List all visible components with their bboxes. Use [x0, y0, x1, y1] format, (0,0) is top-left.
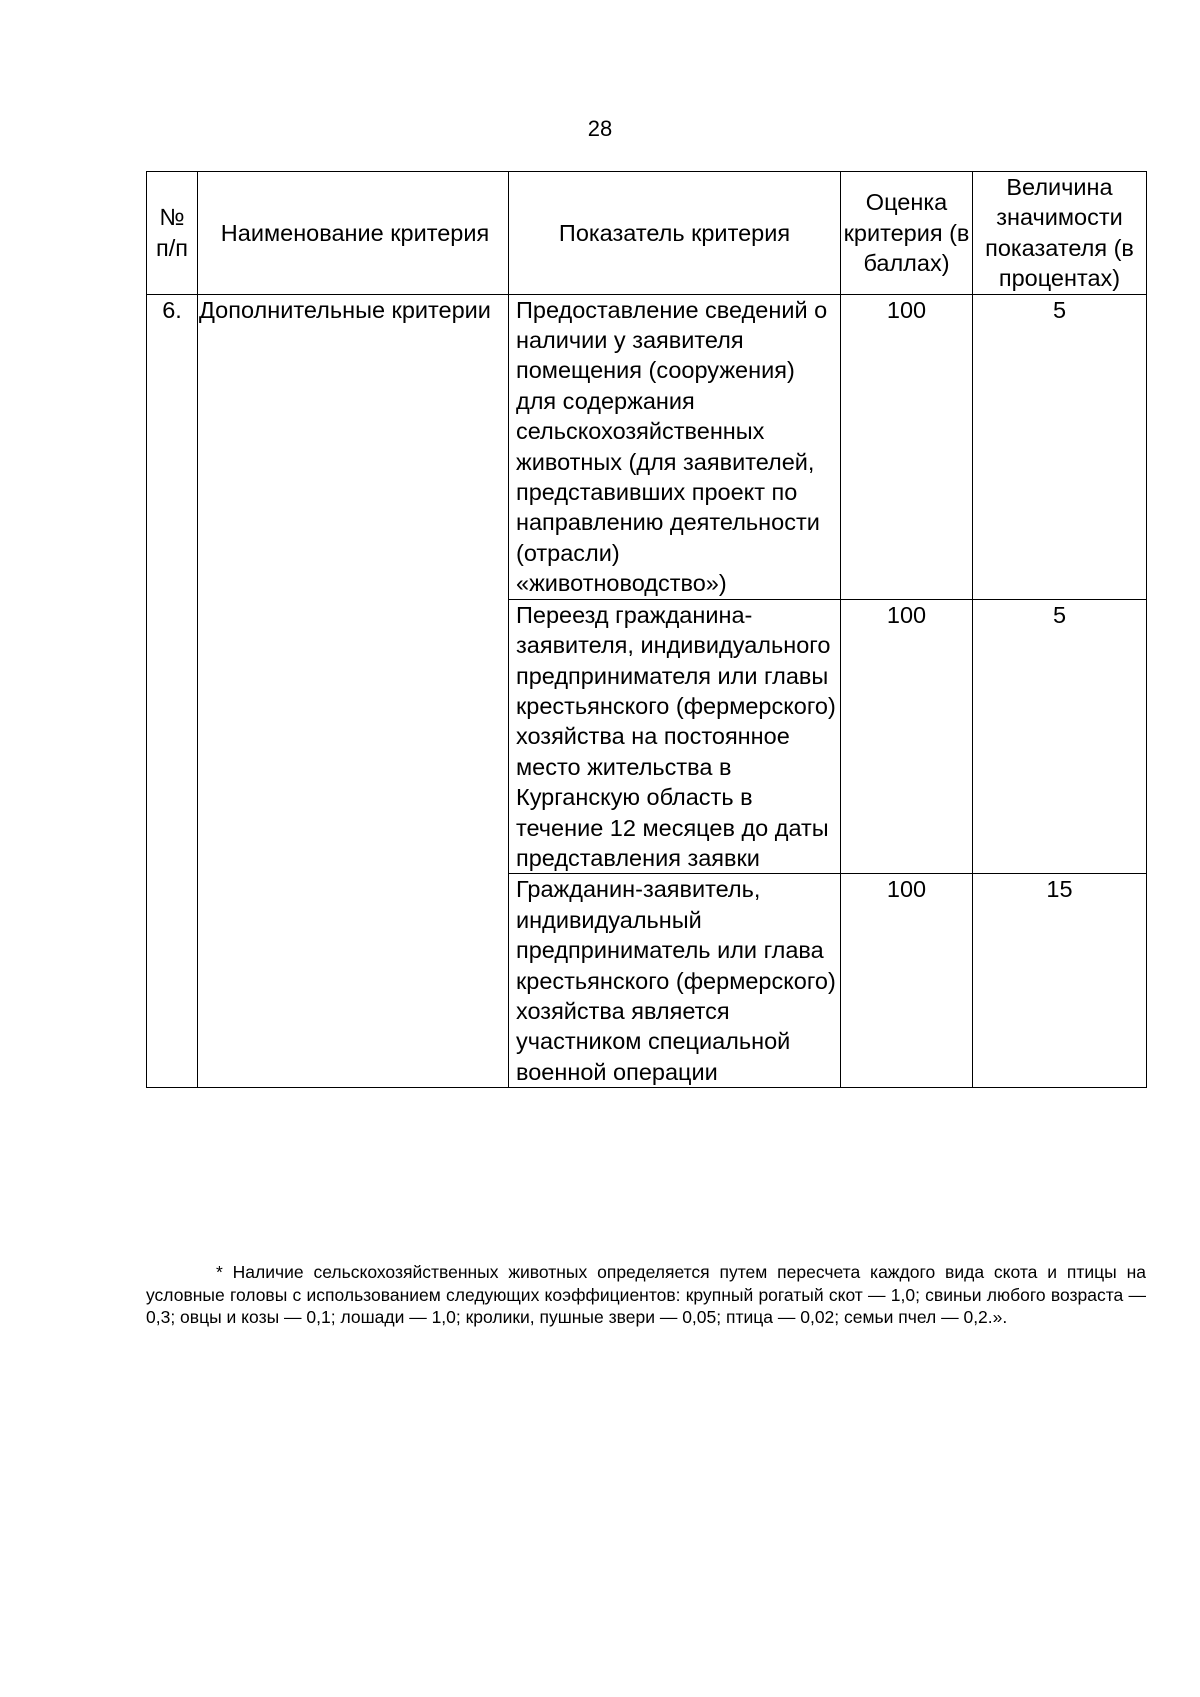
criterion-name: Дополнительные критерии [198, 294, 509, 1088]
header-score: Оценка критерия (в баллах) [841, 172, 973, 295]
page-number: 28 [587, 116, 613, 141]
criterion-score: 100 [841, 294, 973, 599]
criterion-weight: 5 [973, 294, 1147, 599]
header-number: № п/п [147, 172, 198, 295]
criterion-score: 100 [841, 874, 973, 1088]
criterion-weight: 15 [973, 874, 1147, 1088]
header-criterion-name: Наименование критерия [198, 172, 509, 295]
table-header [147, 172, 1147, 295]
header-row [147, 172, 1147, 295]
header-weight: Величина значимости показателя (в процентах) [973, 172, 1147, 295]
criterion-indicator: Гражданин-заявитель, индивидуальный предприниматель или глава крестьянского (фермерского) хозяйства является участником специальной военной операции [509, 874, 841, 1088]
criterion-indicator: Переезд гражданина-заявителя, индивидуального предпринимателя или главы крестьянского (фермерского) хозяйства на постоянное место жительства в Курганскую область в течение 12 месяцев до даты представления заявки [509, 599, 841, 874]
header-criterion-indicator: Показатель критерия [509, 172, 841, 295]
row-number: 6. [147, 294, 198, 1088]
criterion-weight: 5 [973, 599, 1147, 874]
criteria-table [146, 171, 1147, 1088]
criterion-score: 100 [841, 599, 973, 874]
table-row [147, 294, 1147, 599]
table-body [147, 294, 1147, 1088]
footnote: * Наличие сельскохозяйственных животных определяется путем пересчета каждого вида скота и птицы на условные головы с использованием следующих коэффициентов: крупный рогатый скот — 1,0; свиньи любого возраста — 0,3; овцы и козы — 0,1; лошади — 1,0; кролики, пушные звери — 0,05; птица — 0,02; семьи пчел — 0,2.». [146, 1262, 1146, 1327]
criterion-indicator: Предоставление сведений о наличии у заявителя помещения (сооружения) для содержания сельскохозяйственных животных (для заявителей, представивших проект по направлению деятельности (отрасли) «животноводство») [509, 294, 841, 599]
